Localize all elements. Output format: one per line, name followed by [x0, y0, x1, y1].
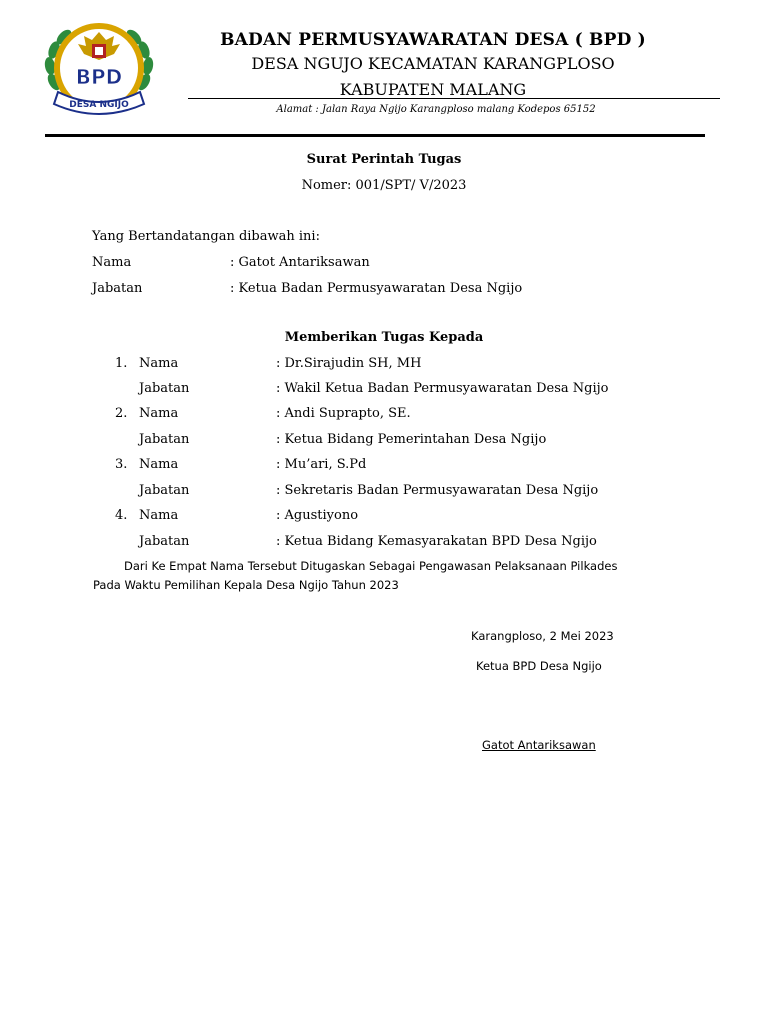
- assignee-number: 3.: [115, 457, 128, 472]
- garuda-emblem-icon: [78, 32, 120, 60]
- signer-name-value: : Gatot Antariksawan: [230, 255, 370, 270]
- assignee-name-label: Nama: [139, 356, 179, 371]
- assignee-number: 4.: [115, 508, 128, 523]
- assignee-name: : Dr.Sirajudin SH, MH: [276, 356, 422, 371]
- assignee-name: : Mu’ari, S.Pd: [276, 457, 367, 472]
- signer-position-value: : Ketua Badan Permusyawaratan Desa Ngijo: [230, 281, 523, 296]
- svg-text:DESA NGIJO: DESA NGIJO: [69, 100, 129, 110]
- assignee-position: : Ketua Bidang Pemerintahan Desa Ngijo: [276, 432, 547, 447]
- header-divider-thick: [45, 134, 705, 137]
- assignee-name: : Agustiyono: [276, 508, 359, 523]
- org-location: DESA NGUJO KECAMATAN KARANGPLOSO: [251, 54, 615, 73]
- intro-text: Yang Bertandatangan dibawah ini:: [92, 229, 320, 244]
- bpd-logo: [40, 20, 160, 120]
- header-divider-thin: [188, 98, 720, 99]
- place-date: Karangploso, 2 Mei 2023: [471, 629, 614, 643]
- assignee-position-label: Jabatan: [139, 483, 190, 498]
- purpose-line-1: Dari Ke Empat Nama Tersebut Ditugaskan Sebagai Pengawasan Pelaksanaan Pilkades: [124, 559, 618, 573]
- purpose-line-2: Pada Waktu Pemilihan Kepala Desa Ngijo Tahun 2023: [93, 578, 399, 592]
- assignee-position-label: Jabatan: [139, 432, 190, 447]
- signer-role: Ketua BPD Desa Ngijo: [476, 659, 602, 673]
- assignee-name-label: Nama: [139, 508, 179, 523]
- signer-name: Gatot Antariksawan: [482, 738, 596, 752]
- assignee-position-label: Jabatan: [139, 534, 190, 549]
- assignee-number: 2.: [115, 406, 128, 421]
- org-regency: KABUPATEN MALANG: [339, 80, 527, 99]
- org-name: BADAN PERMUSYAWARATAN DESA ( BPD ): [220, 30, 646, 50]
- assignee-position: : Sekretaris Badan Permusyawaratan Desa Ngijo: [276, 483, 599, 498]
- assignee-position-label: Jabatan: [139, 381, 190, 396]
- assignee-position: : Ketua Bidang Kemasyarakatan BPD Desa Ngijo: [276, 534, 597, 549]
- assignee-name-label: Nama: [139, 406, 179, 421]
- assignee-position: : Wakil Ketua Badan Permusyawaratan Desa Ngijo: [276, 381, 609, 396]
- assignee-name-label: Nama: [139, 457, 179, 472]
- letter-number: Nomer: 001/SPT/ V/2023: [301, 178, 467, 193]
- signer-position-label: Jabatan: [92, 281, 143, 296]
- svg-text:BPD: BPD: [75, 65, 123, 89]
- assignee-name: : Andi Suprapto, SE.: [276, 406, 411, 421]
- assignment-heading: Memberikan Tugas Kepada: [284, 330, 484, 345]
- letter-title: Surat Perintah Tugas: [306, 152, 462, 167]
- org-address: Alamat : Jalan Raya Ngijo Karangploso malang Kodepos 65152: [276, 104, 596, 115]
- assignee-number: 1.: [115, 356, 128, 371]
- signer-name-label: Nama: [92, 255, 132, 270]
